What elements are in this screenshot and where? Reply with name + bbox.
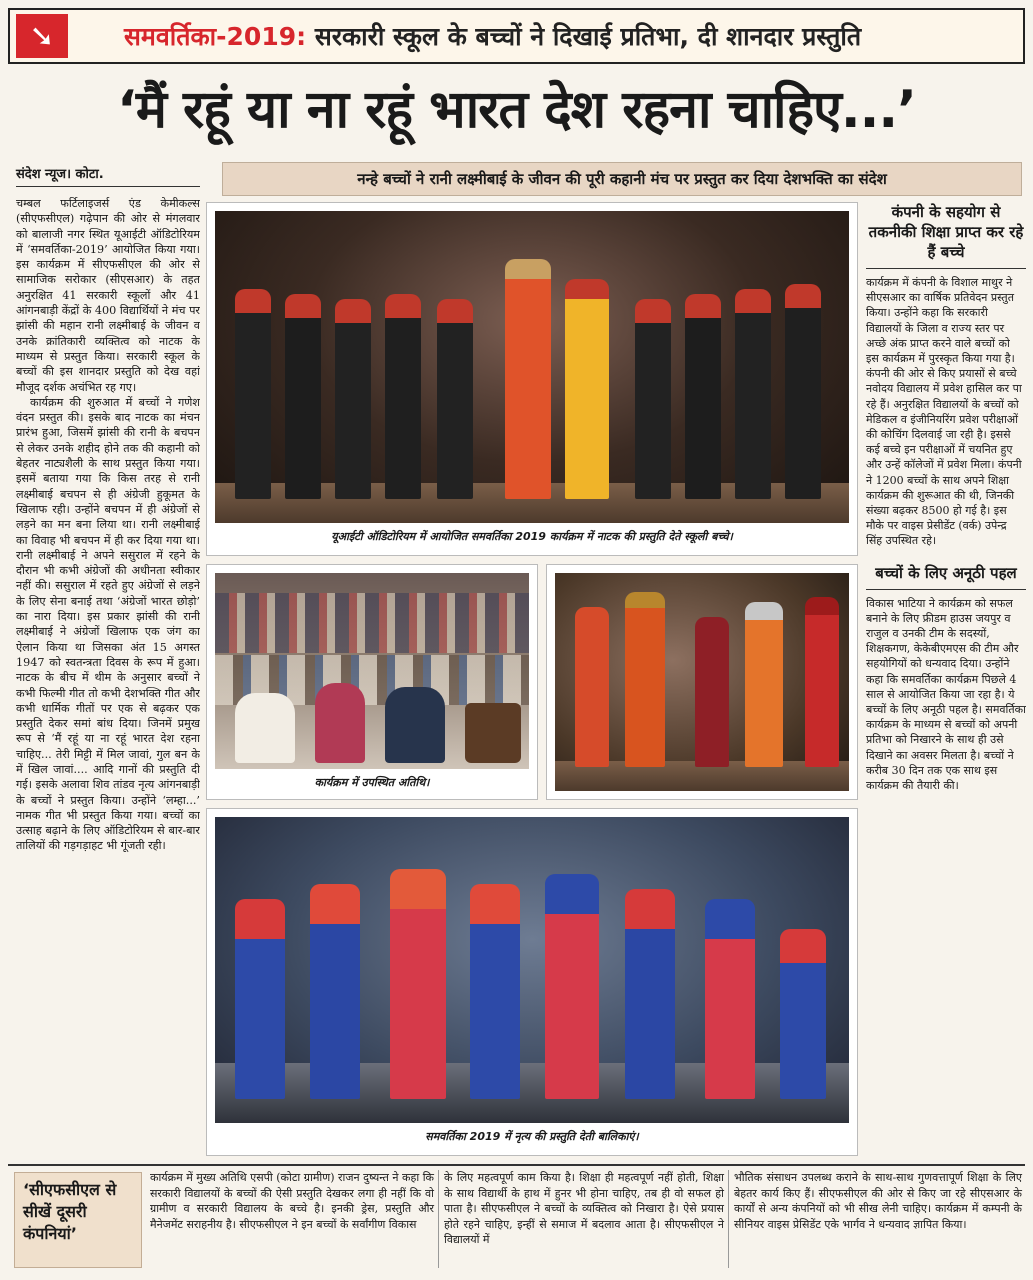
side-paragraph: कार्यक्रम में कंपनी के विशाल माथुर ने सीएसआर का वार्षिक प्रतिवेदन प्रस्तुत किया। उन्होंने कहा कि सरकारी विद्यालयों के जिला व राज्य स्तर पर अच्छे अंक प्राप्त करने वाले बच्चों को इस कार्यक्रम में पुरस्कृत किया गया है। कंपनी की ओर से किए प्रयासों से बच्चे नवोदय विद्यालय में प्रवेश हासिल कर पा रहे हैं। अनुरक्षित विद्यालयों के बच्चों को मेडिकल व इंजीनियरिंग प्रवेश परीक्षाओं की कोचिंग दिलवाई जा रही है। इससे कई बच्चे इन परीक्षाओं में चयनित हुए और उन्हें कॉलेजों में प्रवेश मिला। कंपनी ने 1200 बच्चों के साथ अपने शिक्षा कार्यक्रम की शुरूआत की थी, जिनकी संख्या बढ़कर 8500 हो गई है। इस मौके पर वाइस प्रेसीडेंट (वर्क) उपेन्द्र सिंह उपस्थित रहे। — [866, 276, 1022, 548]
battle-scene-image — [555, 573, 849, 791]
column-rule — [866, 589, 1026, 590]
side-paragraph: विकास भाटिया ने कार्यक्रम को सफल बनाने के लिए फ्रीडम हाउस जयपुर व राजुल व उनकी टीम के सदस्यों, शिक्षकगण, केकेबीएमएस की टीम और सहयोगियों को धन्यवाद दिया। उन्होंने कहा कि समवर्तिका कार्यक्रम पिछले 4 साल से आयोजित किया जा रहा है। ये बच्चों के लिए अनूठी पहल है। समवर्तिका कार्यक्रम के माध्यम से बच्चों को अपनी प्रतिभा को निखारने के साथ ही उसे दिखाने का अवसर मिलता है। बच्चों ने करीब 30 दिन तक एक साथ इस कार्यक्रम की तैयारी की। — [866, 596, 1026, 793]
right-article-column — [866, 202, 1026, 1156]
banner-title-label: समवर्तिका-2019: — [124, 22, 307, 51]
page-headline: ‘मैं रहूं या ना रहूं भारत देश रहना चाहिए...’ — [117, 80, 916, 140]
side-heading: कंपनी के सहयोग से तकनीकी शिक्षा प्राप्त कर रहे हैं बच्चे — [868, 203, 1024, 261]
arrow-down-right-icon: ➘ — [16, 14, 68, 58]
column-rule — [866, 268, 1026, 269]
photo-play-battle — [546, 564, 858, 800]
article-paragraph: कार्यक्रम की शुरुआत में बच्चों ने गणेश वंदन प्रस्तुत की। इसके बाद नाटक का मंचन प्रारंभ हुआ, जिसमें झांसी की रानी के बचपन से लेकर उनके शहीद होने तक की कहानी को बेहतर नाट्यशैली के साथ प्रस्तुत किया गया। इसमें बताया गया कि किस तरह से रानी लक्ष्मीबाई बचपन से ही अंग्रेजी हुकूमत के खिलाफ रही। उन्होंने बचपन में ही अंग्रेजों से लड़ने का मन बना लिया था। रानी लक्ष्मीबाई का विवाह भी बचपन में ही कर दिया गया था। रानी लक्ष्मीबाई ने अपने ससुराल में रहने के दौरान भी कभी अंग्रेजों की अधीनता स्वीकार नहीं की। ससुराल में रहते हुए अंग्रेजों से लड़ने के लिए सेना बनाई तथा ‘अंग्रेजों भारत छोड़ो’ का नारा दिया। इस प्रकार झांसी की रानी लक्ष्मीबाई ने अंग्रेजों खिलाफ एक जंग का ऐलान किया था जिसका अंत 15 अगस्त 1947 को स्वतन्त्रता दिवस के रूप में हुआ। नाटक के बीच में थीम के अनुसार बच्चों ने कभी फिल्मी गीत तो कभी देशभक्ति गीत और कभी धार्मिक गीतों पर एक से बढ़कर एक प्रस्तुति देकर समां बांध दिया। जिनमें प्रमुख रूप से ‘मैं रहूं या ना रहूं भारत देश रहना चाहिए... तेरी मिट्टी में मिल जावां, गुल बन के में खिल जावां.... आदि गानों की प्रस्तुति दी गई। इसके अलावा शिव तांडव नृत्य आंगनबाड़ी के बच्चों ने प्रस्तुत किया। उन्होंने ‘लम्हा...’ नामक गीत भी प्रस्तुत किया गया। बच्चों का उत्साह बढ़ाने के लिए ऑडिटोरियम से बार-बार तालियों की गड़गड़ाहट भी गूंजती रही। — [16, 395, 200, 853]
audience-image — [215, 573, 529, 769]
play-stage-image — [215, 211, 849, 523]
pull-quote: ‘सीएफसीएल से सीखें दूसरी कंपनियां’ — [14, 1172, 142, 1268]
banner-title-rest: सरकारी स्कूल के बच्चों ने दिखाई प्रतिभा, दी शानदार प्रस्तुति — [306, 22, 862, 51]
photo-caption: यूआईटी ऑडिटोरियम में आयोजित समवर्तिका 2019 कार्यक्रम में नाटक की प्रस्तुति देते स्कूली बच्चे। — [331, 530, 733, 543]
side-heading: बच्चों के लिए अनूठी पहल — [875, 563, 1017, 582]
left-article-column — [16, 196, 200, 1156]
dateline: संदेश न्यूज। कोटा. — [16, 167, 104, 182]
photo-caption: कार्यक्रम में उपस्थित अतिथि। — [314, 776, 430, 789]
banner-title — [124, 19, 861, 53]
bottom-column: के लिए महत्वपूर्ण काम किया है। शिक्षा ही महत्वपूर्ण नहीं होती, शिक्षा के साथ विद्यार्थी के हाथ में हुनर भी होना चाहिए, तब ही वो सफल हो पाता है। सीएफसीएल ने बच्चों के व्यक्तित्व को निखारा है। ऐसे प्रयास होते रहने चाहिए, इन्हीं से समाज में बदलाव आता है। सीएफसीएल ने विद्यालयों में — [444, 1171, 724, 1246]
photo-guests — [206, 564, 538, 800]
bottom-column: भौतिक संसाधन उपलब्ध कराने के साथ-साथ गुणवत्तापूर्ण शिक्षा के लिए बेहतर कार्य किए हैं। सीएफसीएल की ओर से किए जा रहे सीएसआर के कार्यों से अन्य कंपनियों को भी सीख लेनी चाहिए। कार्यक्रम में कम्पनी के सीनियर वाइस प्रेसिडेंट एके भार्गव ने धन्यवाद ज्ञापित किया। — [734, 1171, 1022, 1231]
column-rule — [16, 186, 200, 187]
subheadline: नन्हे बच्चों ने रानी लक्ष्मीबाई के जीवन की पूरी कहानी मंच पर प्रस्तुत कर दिया देशभक्ति का संदेश — [222, 162, 1022, 196]
bottom-column: कार्यक्रम में मुख्य अतिथि एसपी (कोटा ग्रामीण) राजन दुष्यन्त ने कहा कि सरकारी विद्यालयों के बच्चों की ऐसी प्रस्तुति देखकर लगा ही नहीं कि वो ग्रामीण व सरकारी विद्यालय के बच्चे है। इनकी ड्रेस, प्रस्तुति और मैनेजमेंट सराहनीय है। सीएफसीएल ने इन बच्चों के सर्वांगीण विकास — [150, 1171, 434, 1231]
article-paragraph: चम्बल फर्टिलाइजर्स एंड केमीकल्स (सीएफसीएल) गढ़ेपान की ओर से मंगलवार को बालाजी नगर स्थित यूआईटी ऑडिटोरियम में ‘समवर्तिका-2019’ आयोजित किया गया। इस कार्यक्रम में सीएफसीएल की ओर से सामाजिक सरोकार (सीएसआर) के तहत अनुरक्षित 41 सरकारी स्कूलों और 41 आंगनबाड़ी केंद्रों के 400 विद्यार्थियों ने मंच पर झांसी की महान रानी लक्ष्मीबाई के जीवन व उनके क्रांतिकारी व्यक्तित्व को नाटक के माध्यम से प्रस्तुत किया। सरकारी स्कूल के बच्चों की इस शानदार प्रस्तुति को देख वहां मौजूद दर्शक अचंभित रह गए। — [16, 197, 200, 394]
column-divider — [438, 1170, 439, 1268]
column-divider — [728, 1170, 729, 1268]
photo-caption: समवर्तिका 2019 में नृत्य की प्रस्तुति देती बालिकाएं। — [425, 1130, 639, 1143]
section-banner — [8, 8, 1025, 64]
photo-dance — [206, 808, 858, 1156]
dance-stage-image — [215, 817, 849, 1123]
photo-main-play — [206, 202, 858, 556]
